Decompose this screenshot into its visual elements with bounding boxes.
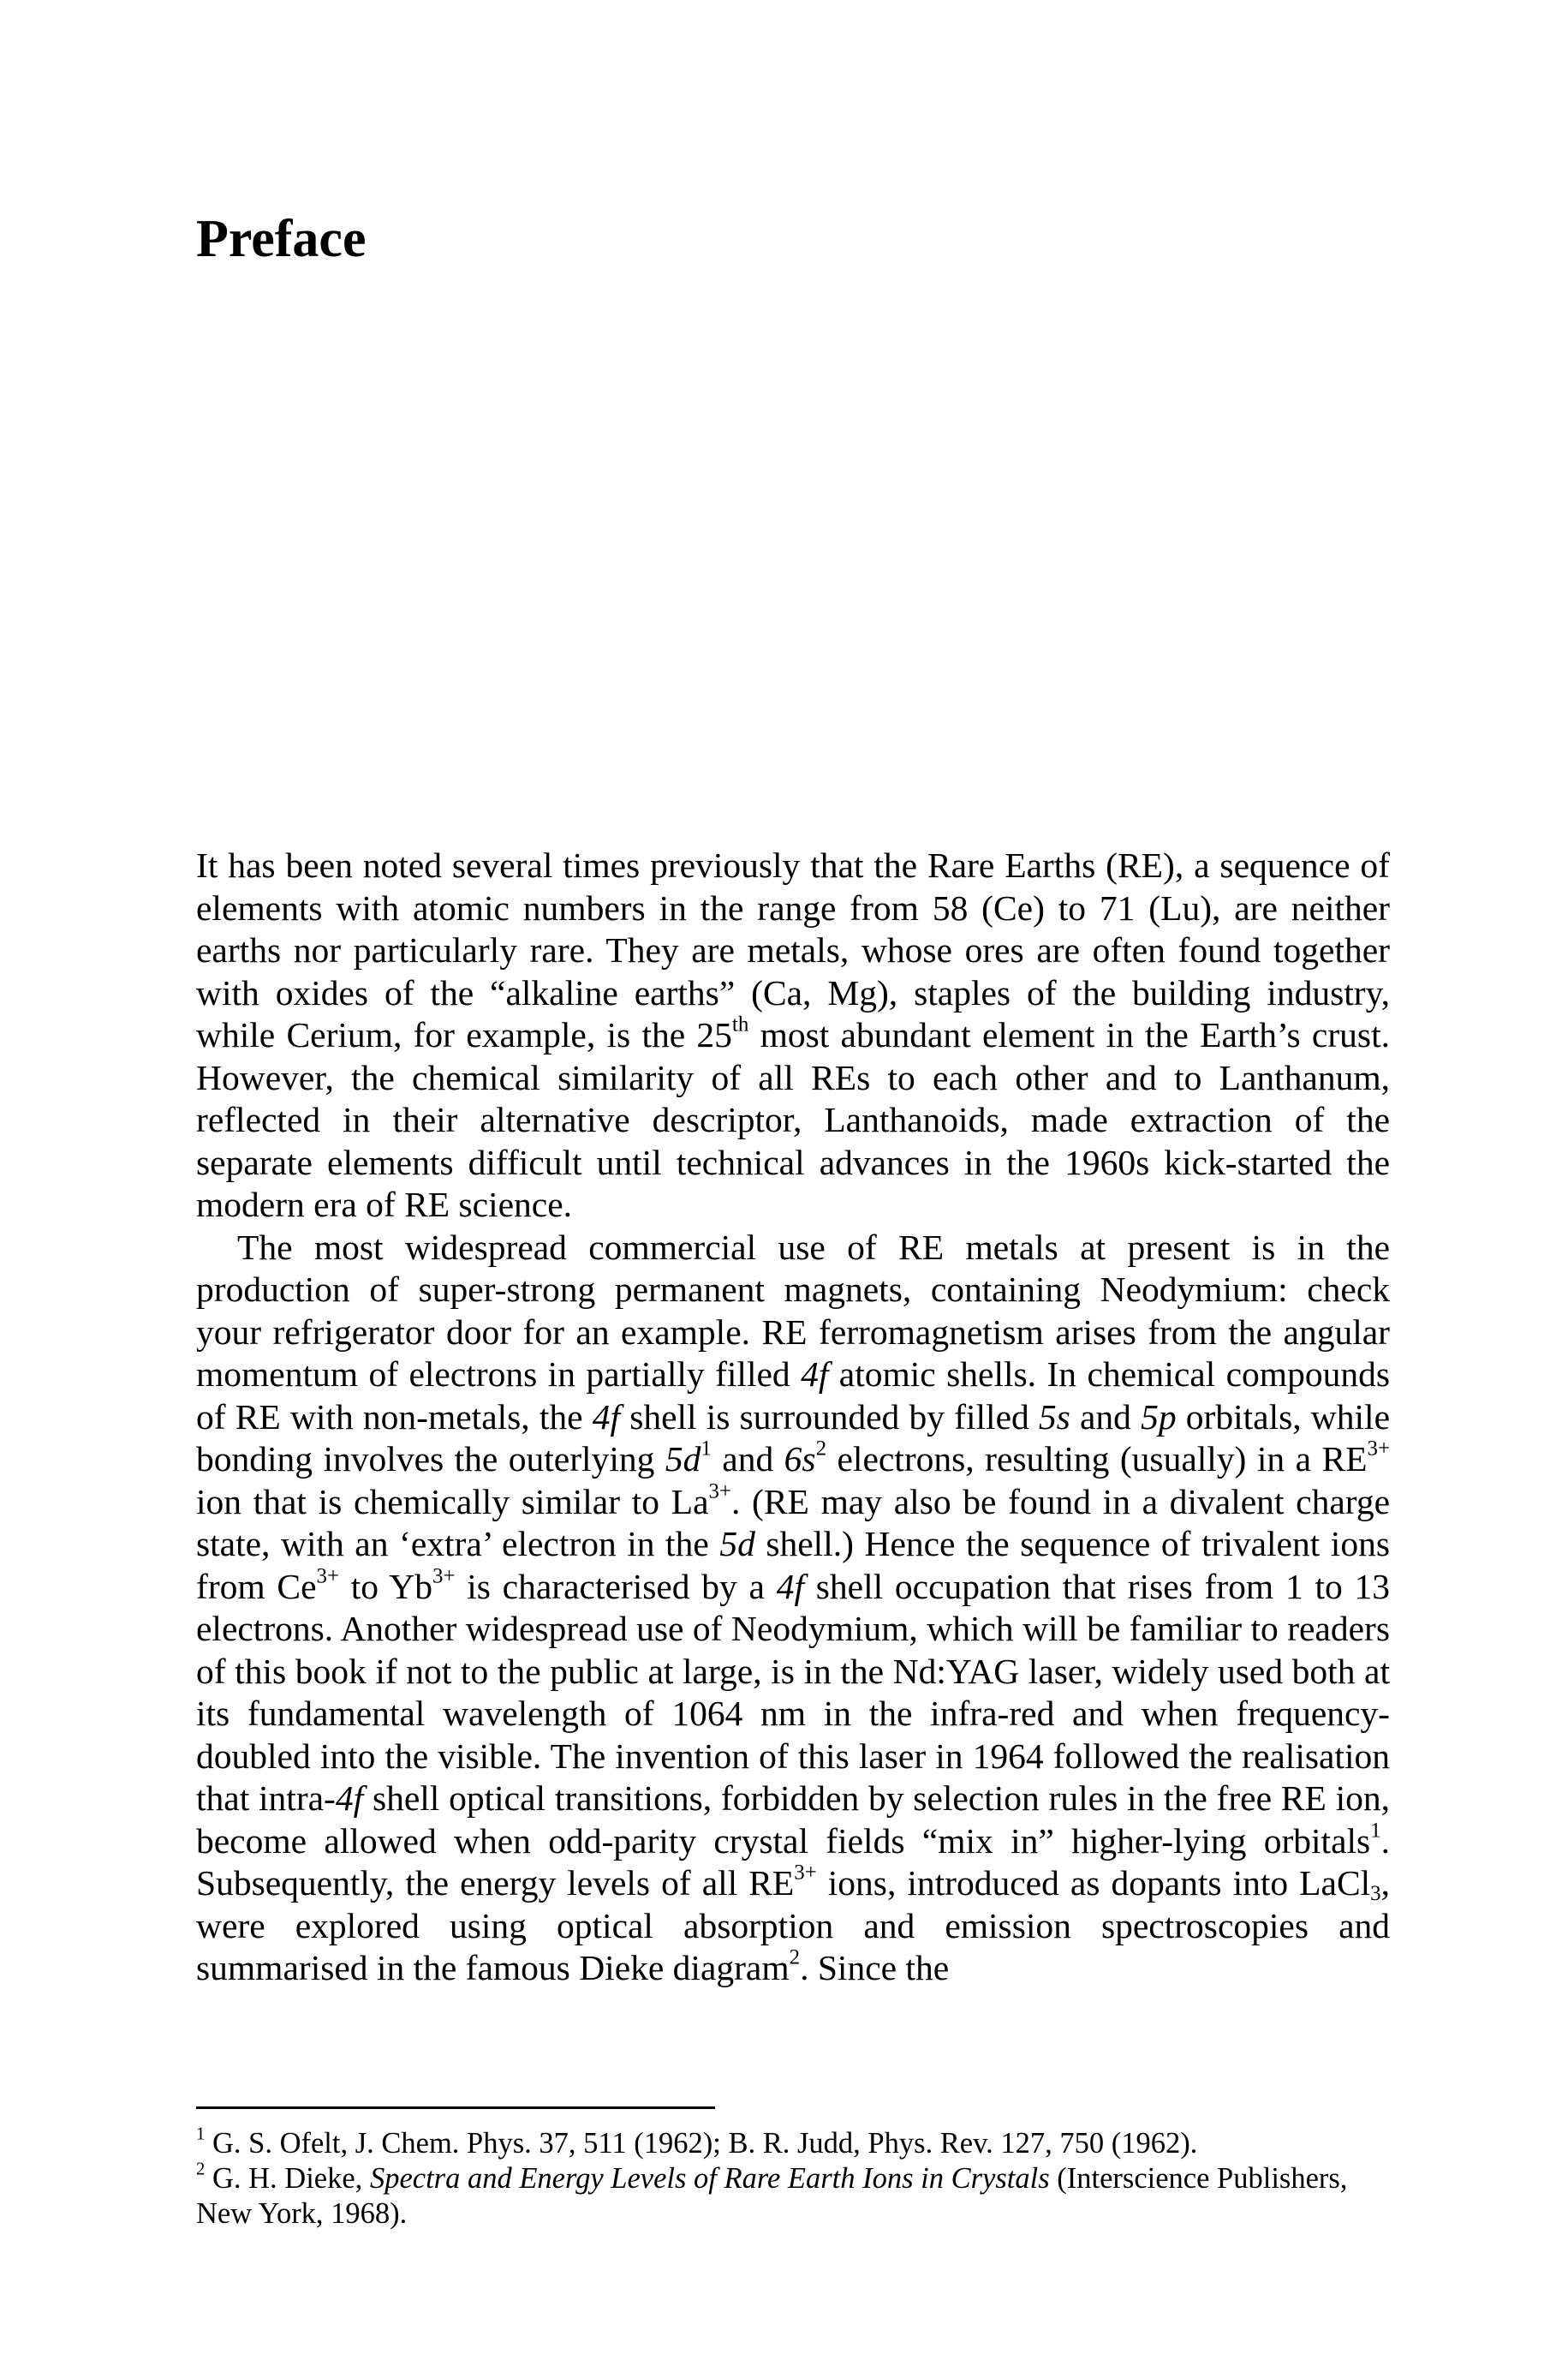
footnote-ref-2[interactable]: 2 <box>789 1945 801 1969</box>
superscript: 3+ <box>708 1479 731 1503</box>
paragraph-2 <box>196 1227 1390 1990</box>
text-run: It has been noted several times previously that the Rare Earths (RE), a sequence of elements with atomic numbers in the range from 58 (Ce) to 71 (Lu), are neither earths nor particularly rare. They are metals, whose ores are often found together with oxides of the “alkaline earths” (Ca, Mg), staples of the building industry, while Cerium, for example, is the 25 <box>196 845 1390 1055</box>
book-title: Spectra and Energy Levels of Rare Earth Ions in Crystals <box>369 2162 1050 2195</box>
superscript: 2 <box>815 1437 827 1461</box>
superscript: 3+ <box>432 1563 456 1587</box>
superscript: 1 <box>701 1437 712 1461</box>
italic-term: 5d <box>665 1439 701 1479</box>
superscript: th <box>731 1013 749 1037</box>
italic-term: 4f <box>592 1396 621 1437</box>
text-run: shell optical transitions, forbidden by selection rules in the free RE ion, become allowed when odd-parity crystal fields “mix in” higher-lying orbitals <box>196 1778 1390 1861</box>
superscript: 3+ <box>794 1861 817 1885</box>
footnote-ref-1[interactable]: 1 <box>1370 1818 1381 1842</box>
paragraph-1 <box>196 845 1390 1227</box>
italic-term: 4f <box>335 1778 364 1818</box>
italic-term: 5s <box>1038 1396 1070 1437</box>
italic-term: 4f <box>801 1354 829 1394</box>
text-run: . (RE may also be found in a divalent charge state, with an ‘extra’ electron in the <box>196 1481 1390 1563</box>
text-run: most abundant element in the Earth’s crust. However, the chemical similarity of all REs to each other and to Lanthanum, reflected in their alternative descriptor, Lanthanoids, made extraction of the separate elements difficult until technical advances in the 1960s kick-started the modern era of RE science. <box>196 1015 1390 1224</box>
superscript: 3+ <box>1367 1437 1390 1461</box>
body-text <box>196 845 1390 1990</box>
footnote-mark: 1 <box>196 2124 206 2144</box>
text-run: shell.) Hence the sequence of trivalent ions from Ce <box>196 1524 1390 1606</box>
text-run: electrons, resulting (usually) in a RE <box>826 1439 1368 1479</box>
text-run: and <box>711 1439 784 1479</box>
text-run: . Since the <box>800 1948 950 1987</box>
page-title: Preface <box>196 210 367 268</box>
footnote-text: G. S. Ofelt, J. Chem. Phys. 37, 511 (1962); B. R. Judd, Phys. Rev. 127, 750 (1962). <box>205 2127 1198 2160</box>
superscript: 3+ <box>316 1563 340 1587</box>
text-run: and <box>1070 1396 1142 1437</box>
footnote-text: (Interscience Publishers, New York, 1968). <box>196 2162 1348 2230</box>
text-run: is characterised by a <box>455 1566 777 1606</box>
italic-term: 5d <box>719 1524 755 1563</box>
italic-term: 6s <box>784 1439 816 1479</box>
footnote-mark: 2 <box>196 2160 206 2179</box>
text-run: to Yb <box>339 1566 432 1606</box>
italic-term: 5p <box>1141 1396 1177 1437</box>
footnote-text: G. H. Dieke, <box>205 2162 370 2195</box>
italic-term: 4f <box>776 1566 805 1606</box>
footnote-2 <box>196 2161 1390 2232</box>
text-run: ions, introduced as dopants into LaCl <box>816 1863 1371 1903</box>
subscript: 3 <box>1370 1882 1381 1906</box>
footnotes <box>196 2126 1390 2232</box>
text-run: atomic shells. In chemical compounds of RE with non-metals, the <box>196 1354 1390 1437</box>
text-run: , were explored using optical absorption and emission spectroscopies and summarised in the famous Dieke diagram <box>196 1863 1390 1987</box>
text-run: The most widespread commercial use of RE metals at present is in the production of super-strong permanent magnets, containing Neodymium: check your refrigerator door for an example. RE ferromagnetism arises from the angular momentum of electrons in partially filled <box>196 1227 1390 1394</box>
footnote-divider <box>196 2106 715 2109</box>
text-run: ion that is chemically similar to La <box>196 1481 709 1521</box>
text-run: shell is surrounded by filled <box>620 1396 1039 1437</box>
text-run: shell occupation that rises from 1 to 13 electrons. Another widespread use of Neodymium, which will be familiar to readers of this book if not to the public at large, is in the Nd:YAG laser, widely used both at its fundamental wavelength of 1064 nm in the infra-red and when frequency-doubled into the visible. The invention of this laser in 1964 followed the realisation that intra- <box>196 1566 1391 1818</box>
text-run: orbitals, while bonding involves the outerlying <box>196 1396 1391 1479</box>
footnote-1 <box>196 2126 1390 2161</box>
text-run: . Subsequently, the energy levels of all RE <box>196 1820 1390 1903</box>
